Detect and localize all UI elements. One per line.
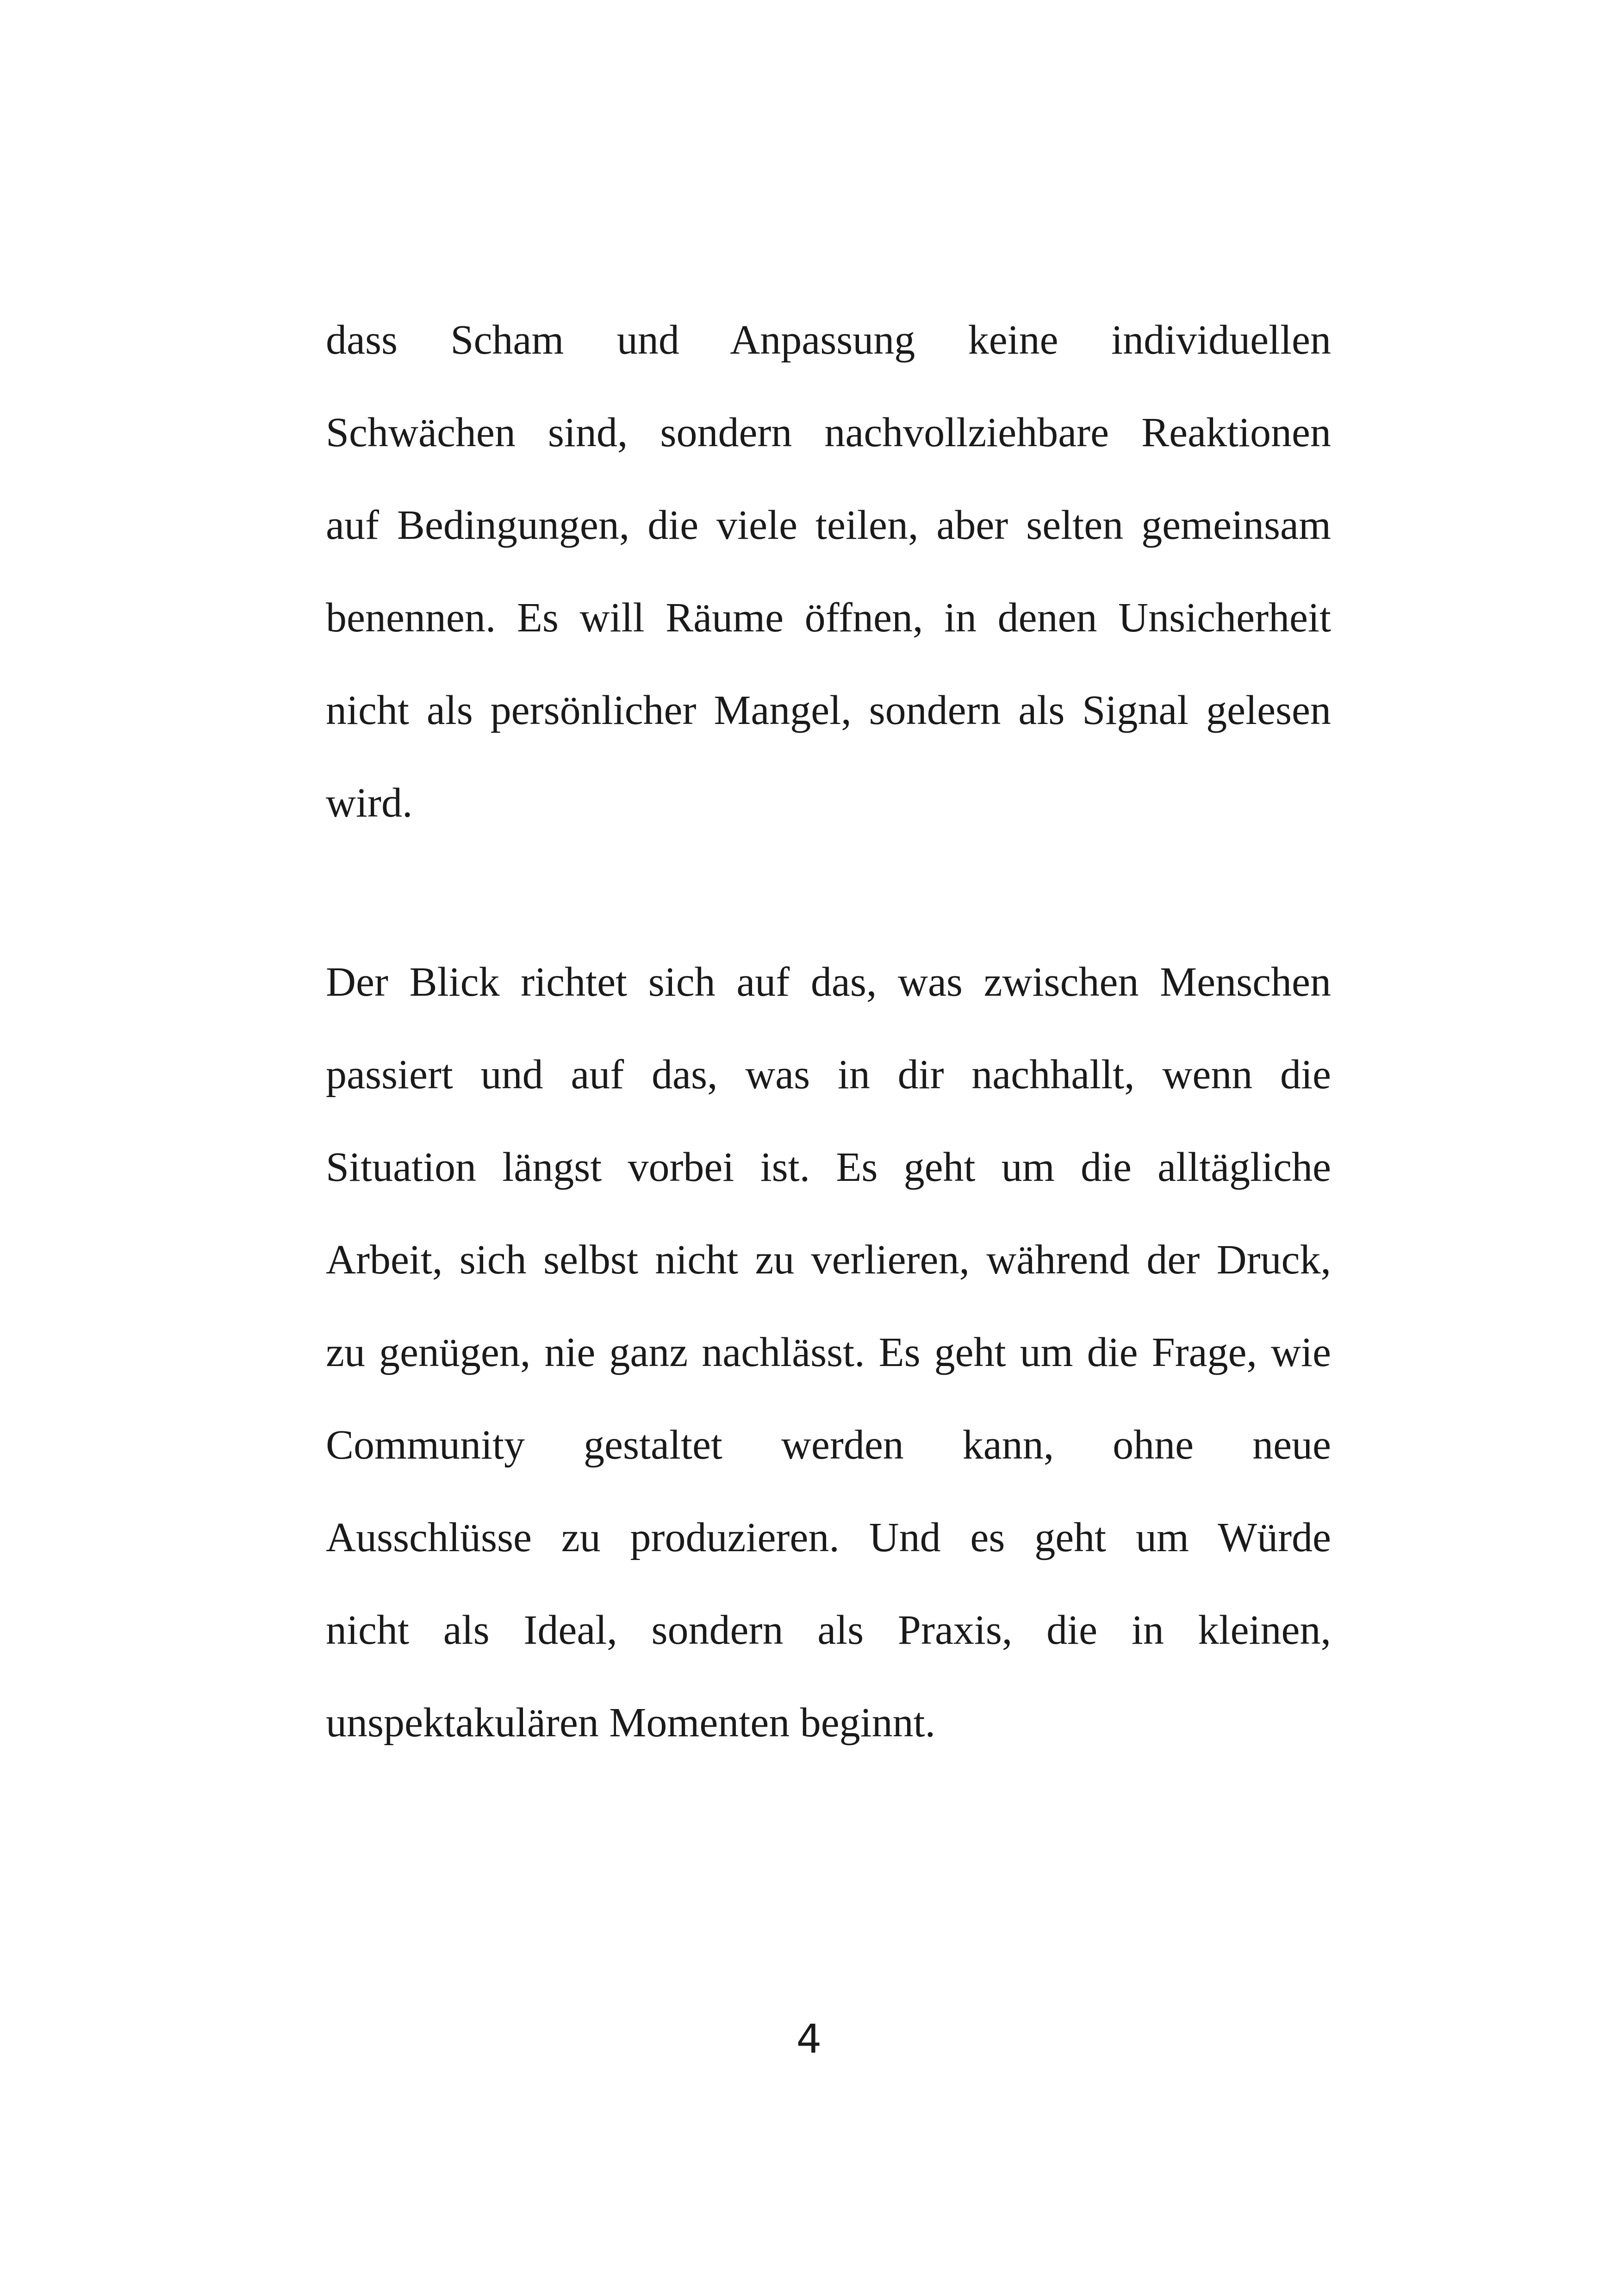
paragraph-line: dass Scham und Anpassung keine individuellen — [326, 317, 1331, 363]
paragraph-line: auf Bedingungen, die viele teilen, aber selten gemeinsam — [326, 502, 1331, 548]
paragraph-1 — [326, 294, 1331, 849]
paragraph-line: Schwächen sind, sondern nachvollziehbare Reaktionen — [326, 410, 1331, 455]
paragraph-line: passiert und auf das, was in dir nachhallt, wenn die — [326, 1052, 1331, 1098]
paragraph-line: Situation längst vorbei ist. Es geht um die alltägliche — [326, 1144, 1331, 1190]
paragraph-line: benennen. Es will Räume öffnen, in denen Unsicherheit — [326, 595, 1331, 641]
paragraph-line: nicht als persönlicher Mangel, sondern als Signal gelesen — [326, 687, 1331, 733]
paragraph-line: unspektakulären Momenten beginnt. — [326, 1700, 936, 1746]
paragraph-line: wird. — [326, 780, 413, 826]
paragraph-line: Community gestaltet werden kann, ohne neue — [326, 1422, 1331, 1468]
paragraph-line: Der Blick richtet sich auf das, was zwischen Menschen — [326, 959, 1331, 1005]
paragraph-line: Arbeit, sich selbst nicht zu verlieren, während der Druck, — [326, 1237, 1331, 1283]
page-number: 4 — [796, 2016, 822, 2062]
paragraph-line: nicht als Ideal, sondern als Praxis, die in kleinen, — [326, 1607, 1331, 1653]
paragraph-line: zu genügen, nie ganz nachlässt. Es geht um die Frage, wie — [326, 1329, 1331, 1375]
paragraph-2 — [326, 936, 1331, 1769]
paragraph-line: Ausschlüsse zu produzieren. Und es geht um Würde — [326, 1515, 1331, 1560]
